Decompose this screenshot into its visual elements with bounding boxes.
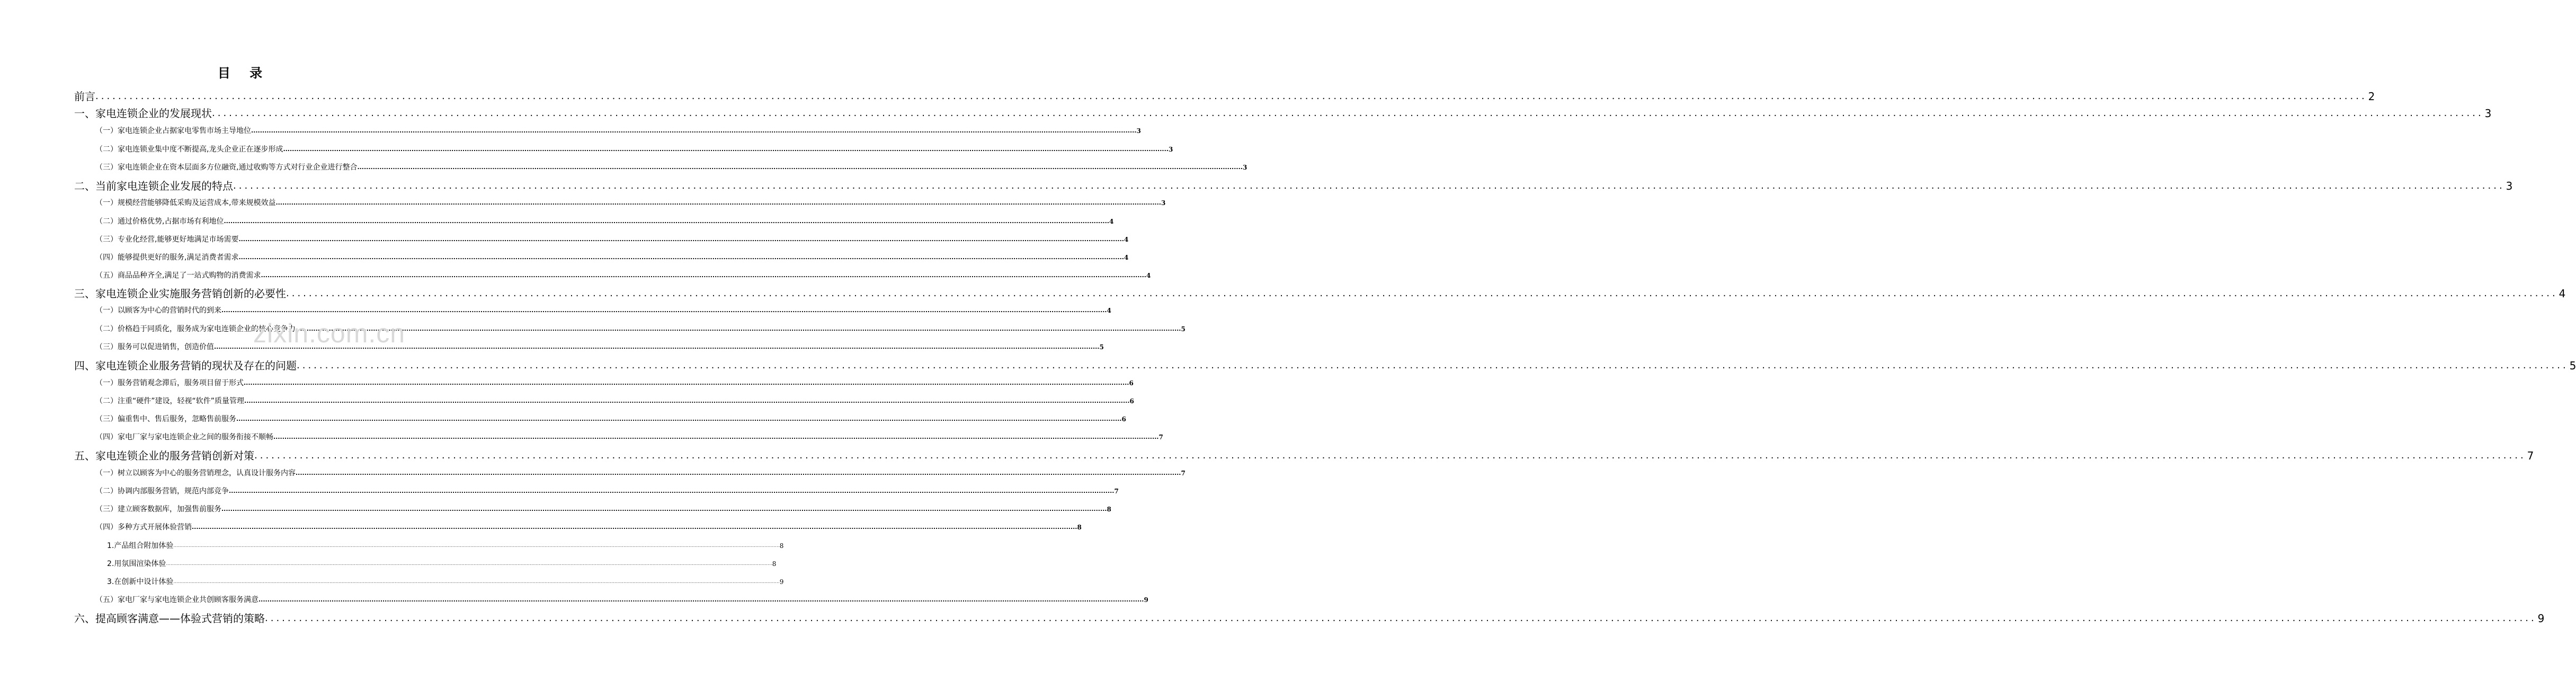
- toc-entry[interactable]: [95, 216, 1114, 227]
- toc-entry[interactable]: [95, 162, 1247, 173]
- toc-leader-dots: ................................................................................................................................................................................................................................................................................................................................................................................................................: [244, 379, 1129, 386]
- toc-entry-title: 五、家电连锁企业的服务营销创新对策: [74, 449, 254, 462]
- toc-page-number: 2: [2368, 90, 2375, 103]
- toc-entry[interactable]: [95, 595, 1148, 605]
- toc-leader-dots: ................................................................................................................................................................................................................................................................................................................................................................................................................: [236, 415, 1122, 422]
- toc-leader-dots: ................................................................................................................................................................................................................................................................................................................................................................................................................: [221, 307, 1107, 314]
- toc-entry[interactable]: [95, 522, 1082, 533]
- toc-entry-title: 2.用氛围渲染体验: [107, 560, 166, 568]
- toc-entry[interactable]: [74, 286, 2566, 301]
- toc-leader-dots: ................................................................................................................................................................................................................................................................................................................................................................................................................: [166, 561, 772, 567]
- toc-entry[interactable]: [95, 486, 1119, 497]
- toc-leader-dots: ................................................................................................................................................................................................................................................................................................................................................................................................................: [238, 254, 1124, 261]
- toc-entry-title: （一）家电连锁企业占据家电零售市场主导地位: [95, 127, 251, 135]
- toc-page-number: 7: [2527, 449, 2534, 462]
- toc-page-number: 6: [1129, 397, 1134, 405]
- toc-entry[interactable]: [107, 541, 784, 551]
- toc-page-number: 8: [772, 560, 777, 568]
- toc-page-number: 4: [1124, 236, 1129, 243]
- toc-page-number: 3: [1161, 199, 1166, 207]
- toc-leader-dots: ................................................................................................................................................................................................................................................................................................................................................................................................................: [275, 199, 1161, 206]
- toc-leader-dots: ................................................................................................................................................................................................................................................................................................................................................................................................................: [357, 164, 1243, 171]
- toc-leader-dots: ................................................................................................................................................................................................................................................................................................................................................................................................................: [224, 218, 1109, 225]
- toc-leader-dots: ................................................................................................................................................................................................................................................................................................................................................................................................................: [273, 434, 1159, 440]
- toc-entry[interactable]: [95, 305, 1111, 316]
- toc-leader-dots: ................................................................................................................................................................................................................................................................................................................................................................................................................: [251, 127, 1137, 134]
- toc-leader-dots: ................................................................................................................................................................................................................................................................................................................................................................................................................: [259, 596, 1144, 603]
- toc-page-number: 9: [1144, 596, 1148, 604]
- toc-entry[interactable]: [74, 358, 2576, 373]
- toc-page-number: 8: [1107, 506, 1111, 513]
- toc-entry[interactable]: [95, 270, 1151, 281]
- toc-entry-title: （三）服务可以促进销售，创造价值: [95, 343, 214, 351]
- toc-entry-title: （四）多种方式开展体验营销: [95, 523, 192, 532]
- toc-entry[interactable]: [95, 234, 1129, 245]
- toc-leader-dots: ................................................................................................................................................................................................................................................................................................................................................................................................................: [192, 524, 1077, 530]
- watermark: zixin.com.cn: [253, 319, 406, 348]
- toc-entry[interactable]: [74, 448, 2534, 463]
- toc-page-number: 7: [1158, 434, 1163, 441]
- toc-entry-title: （二）注重“硬件”建设，轻视“软件”质量管理: [95, 397, 245, 405]
- toc-leader-dots: ................................................................................................................................................................................................................................................................................................................................................................................................................: [173, 543, 780, 549]
- toc-entry-title: （三）建立顾客数据库，加强售前服务: [95, 505, 221, 514]
- toc-leader-dots: ................................................................................................................................................................................................................................................................................................................................................................................................................: [297, 360, 2569, 371]
- toc-entry-title: 二、当前家电连锁企业发展的特点: [74, 180, 233, 192]
- toc-entry-title: （二）价格趋于同质化，服务成为家电连锁企业的核心竞争力: [95, 325, 296, 333]
- toc-entry-title: 3.在创新中设计体验: [107, 578, 174, 586]
- toc-page-number: 7: [1181, 470, 1186, 477]
- toc-entry[interactable]: [95, 252, 1129, 263]
- toc-page-number: 3: [2484, 107, 2492, 120]
- toc-entry-title: （五）商品品种齐全,满足了一站式购物的消费需求: [95, 271, 261, 280]
- toc-entry[interactable]: [95, 414, 1126, 424]
- toc-leader-dots: ................................................................................................................................................................................................................................................................................................................................................................................................................: [296, 325, 1181, 332]
- toc-entry[interactable]: [95, 144, 1173, 155]
- toc-entry[interactable]: [107, 559, 777, 569]
- toc-leader-dots: ................................................................................................................................................................................................................................................................................................................................................................................................................: [254, 450, 2526, 461]
- toc-page-number: 3: [1242, 164, 1247, 171]
- toc-leader-dots: ................................................................................................................................................................................................................................................................................................................................................................................................................: [173, 579, 780, 585]
- toc-page-number: 8: [1077, 524, 1082, 531]
- toc-page-number: 4: [1109, 218, 1114, 225]
- toc-entry-title: （四）家电厂家与家电连锁企业之间的服务衔接不顺畅: [95, 433, 273, 441]
- toc-page-number: 5: [1099, 343, 1104, 351]
- toc-leader-dots: ................................................................................................................................................................................................................................................................................................................................................................................................................: [286, 288, 2558, 299]
- toc-page-number: 8: [779, 542, 784, 550]
- toc-entry-title: （三）偏重售中、售后服务，忽略售前服务: [95, 415, 236, 423]
- toc-entry-title: 前言: [74, 90, 95, 103]
- toc-page-number: 5: [2569, 359, 2576, 372]
- toc-leader-dots: ................................................................................................................................................................................................................................................................................................................................................................................................................: [238, 236, 1124, 243]
- toc-leader-dots: ................................................................................................................................................................................................................................................................................................................................................................................................................: [261, 272, 1146, 279]
- toc-entry-title: （一）规模经营能够降低采购及运营成本,带来规模效益: [95, 199, 276, 207]
- toc-entry[interactable]: [107, 577, 784, 587]
- toc-page-number: 3: [1136, 127, 1141, 135]
- toc-page-number: 4: [1107, 307, 1111, 314]
- toc-entry-title: 一、家电连锁企业的发展现状: [74, 107, 212, 120]
- toc-entry-title: （五）家电厂家与家电连锁企业共创顾客服务满意: [95, 596, 259, 604]
- toc-entry-title: （三）家电连锁企业在资本层面多方位融资,通过收购等方式对行业企业进行整合: [95, 163, 358, 172]
- toc-entry-title: （一）以顾客为中心的营销时代的到来: [95, 306, 221, 315]
- toc-leader-dots: ................................................................................................................................................................................................................................................................................................................................................................................................................: [296, 470, 1181, 476]
- toc-page-number: 4: [1124, 254, 1129, 261]
- toc-page-number: 9: [2537, 612, 2545, 625]
- toc-entry[interactable]: [95, 432, 1163, 443]
- toc-leader-dots: ................................................................................................................................................................................................................................................................................................................................................................................................................: [221, 506, 1107, 512]
- toc-entry[interactable]: [95, 126, 1141, 136]
- toc-page-number: 4: [2559, 287, 2566, 300]
- toc-entry-title: （二）家电连锁业集中度不断提高,龙头企业正在逐步形成: [95, 145, 283, 154]
- toc-entry-title: 三、家电连锁企业实施服务营销创新的必要性: [74, 287, 286, 300]
- toc-entry-title: （二）协调内部服务营销，规范内部竞争: [95, 487, 229, 496]
- toc-page-number: 6: [1129, 379, 1134, 387]
- toc-page-number: 6: [1121, 415, 1126, 423]
- toc-entry-title: 四、家电连锁企业服务营销的现状及存在的问题: [74, 359, 297, 372]
- toc-leader-dots: ................................................................................................................................................................................................................................................................................................................................................................................................................: [244, 397, 1130, 404]
- toc-leader-dots: ................................................................................................................................................................................................................................................................................................................................................................................................................: [95, 91, 2367, 102]
- toc-entry[interactable]: [74, 89, 2375, 104]
- toc-entry[interactable]: [95, 198, 1166, 208]
- toc-entry[interactable]: [74, 611, 2545, 626]
- toc-leader-dots: ................................................................................................................................................................................................................................................................................................................................................................................................................: [212, 108, 2484, 119]
- toc-entry-title: （一）树立以顾客为中心的服务营销理念，认真设计服务内容: [95, 469, 296, 477]
- toc-leader-dots: ................................................................................................................................................................................................................................................................................................................................................................................................................: [265, 613, 2537, 624]
- toc-entry[interactable]: [95, 396, 1134, 406]
- toc-entry-title: （四）能够提供更好的服务,满足消费者需求: [95, 253, 239, 262]
- toc-leader-dots: ................................................................................................................................................................................................................................................................................................................................................................................................................: [283, 146, 1169, 153]
- toc-entry-title: （一）服务营销观念滞后，服务项目留于形式: [95, 379, 244, 387]
- toc-entry-title: （三）专业化经营,能够更好地满足市场需要: [95, 235, 239, 244]
- toc-entry[interactable]: [74, 106, 2492, 121]
- toc-entry-title: 六、提高顾客满意——体验式营销的策略: [74, 612, 265, 625]
- toc-page-number: 3: [2506, 180, 2513, 192]
- toc-entry[interactable]: [95, 378, 1134, 388]
- toc-leader-dots: ................................................................................................................................................................................................................................................................................................................................................................................................................: [214, 343, 1100, 350]
- toc-leader-dots: ................................................................................................................................................................................................................................................................................................................................................................................................................: [229, 488, 1115, 494]
- toc-page-number: 7: [1114, 488, 1119, 495]
- toc-page-number: 5: [1181, 325, 1186, 333]
- toc-page-number: 9: [779, 578, 784, 586]
- toc-title: 目 录: [217, 66, 270, 81]
- toc-entry-title: 1.产品组合附加体验: [107, 542, 174, 550]
- toc-page-number: 4: [1146, 272, 1151, 279]
- toc-entry-title: （二）通过价格优势,占据市场有利地位: [95, 217, 224, 226]
- toc-entry[interactable]: [74, 179, 2513, 193]
- toc-leader-dots: ................................................................................................................................................................................................................................................................................................................................................................................................................: [233, 180, 2505, 191]
- toc-page-number: 3: [1168, 146, 1173, 153]
- toc-entry[interactable]: [95, 504, 1111, 515]
- toc-entry[interactable]: [95, 468, 1186, 479]
